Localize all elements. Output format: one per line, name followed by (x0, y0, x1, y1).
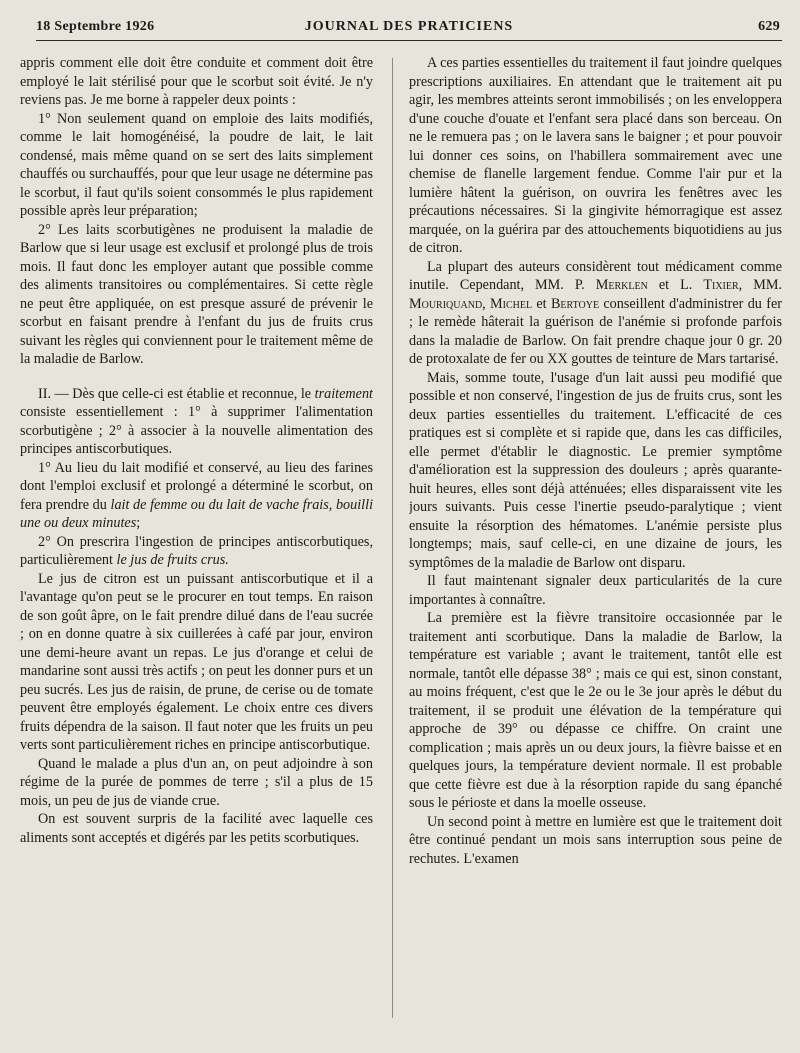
right-column (409, 54, 782, 1039)
page-number: 629 (758, 19, 780, 34)
text-run: La plupart des auteurs considèrent tout médicament comme inutile. Cependant, MM. P. (409, 258, 782, 293)
journal-title: JOURNAL DES PRATICIENS (304, 19, 514, 34)
text-run: 2° On prescrira l'ingestion de principes antiscorbutiques, particulièrement (20, 533, 373, 568)
paragraph: On est souvent surpris de la facilité avec laquelle ces aliments sont acceptés et digérés par les petits scorbutiques. (20, 811, 373, 846)
paragraph: 2° Les laits scorbutigènes ne produisent la maladie de Barlow que si leur usage est exclusif et prolongé plus de trois mois. Il faut donc les employer autant que possible comme des aliments transitoires ou complémentaires. Si cette règle ne peut être appliquée, on est presque assuré de prévenir le scorbut en faisant prendre à l'enfant du jus de fruits crus suivant les règles qui conviennent pour le traitement même de la maladie de Barlow. (20, 221, 373, 367)
running-header (36, 14, 782, 41)
author-name: Tixier (703, 277, 739, 293)
paragraph: La première est la fièvre transitoire occasionnée par le traitement anti scorbutique. Dans la maladie de Barlow, la température est variable ; avant le traitement, tantôt elle est normale, tantôt elle dépasse 38° ; mais ce qui est, sinon constant, au moins fréquent, c'est que le 2e ou le 3e jour après le début du traitement, il se produit une élévation de la température qui approche de 39° ou dépasse ce chiffre. On craint une complication ; mais après un ou deux jours, la fièvre baisse et en quelques jours, la température devient normale. Il est probable que cette fièvre est due à la résorption rapide du sang épanché sous le périoste et dans la moelle osseuse. (409, 610, 782, 811)
paragraph (409, 258, 782, 369)
paragraph: Il faut maintenant signaler deux particularités de la cure importantes à connaître. (409, 573, 782, 608)
paragraph: Un second point à mettre en lumière est que le traitement doit être continué pendant un mois sans interruption sous peine de rechutes. L'examen (409, 813, 782, 867)
paragraph: Quand le malade a plus d'un an, on peut adjoindre à son régime de la purée de pommes de terre ; s'il a plus de 15 mois, un peu de jus de viande crue. (20, 755, 373, 809)
issue-date: 18 Septembre 1926 (36, 19, 155, 34)
text-run: 1° Au lieu du lait modifié et conservé, au lieu des farines dont l'emploi exclusif et prolongé a déterminé le scorbut, on fera prendre du (20, 459, 373, 513)
column-divider (392, 58, 393, 1018)
paragraph: Le jus de citron est un puissant antiscorbutique et il a l'avantage qu'on peut se le procurer en tout temps. En raison de son goût âpre, on le fait prendre dilué dans de l'eau sucrée ; on en donne quatre à six cuillerées à café par jour, environ une demi-heure avant un repas. Le jus d'orange et celui de mandarine sont aussi très actifs ; on peut les donner purs et un peu sucrés. Les jus de raisin, de prune, de cerise ou de tomate peuvent être employés également. Le choix entre ces divers fruits dépendra de la saison. Il faut noter que les fruits un peu verts sont particulièrement riches en principe antiscorbutique. (20, 570, 373, 753)
text-run: et (532, 295, 551, 312)
text-run: II. — Dès que celle-ci est établie et reconnue, le (38, 385, 315, 402)
text-run: conseillent d'administrer du fer ; le remède hâterait la guérison de l'anémie si profonde parfois dans la maladie de Barlow. On fait prendre chaque jour 0 gr. 20 de protoxalate de fer ou XX gouttes de teinture de Mars tartarisé. (409, 295, 782, 367)
italic-term: lait de femme ou du lait de vache frais, bouilli une ou deux minutes (20, 496, 373, 531)
italic-term: traitement (314, 385, 373, 402)
text-columns (20, 54, 782, 1039)
paragraph: A ces parties essentielles du traitement il faut joindre quelques prescriptions auxiliaires. En attendant que le traitement ait pu agir, les membres atteints seront immobilisés ; on les enveloppera d'une couche d'ouate et l'enfant sera placé dans son berceau. On ne le remuera pas ; on le lavera sans le baigner ; et pour pouvoir lui donner ces soins, on l'habillera sommairement avec une chemise de flanelle largement fendue. Comme l'air pur et la lumière hâtent la guérison, on ouvrira les fenêtres avec les précautions nécessaires. Si la gingivite hémorragique est assez marquée, on la guérira par des attouchements biquotidiens au jus de citron. (409, 55, 782, 256)
author-name: Mouriquand, Michel (409, 295, 533, 312)
text-run: ; (136, 515, 141, 531)
left-column (20, 54, 373, 1039)
text-run: , MM. (738, 277, 782, 293)
paragraph: 1° Non seulement quand on emploie des laits modifiés, comme le lait homogénéisé, la poudre de lait, le lait condensé, mais même quand on se sert des laits simplement chauffés ou surchauffés, pour que leur usage ne détermine pas le scorbut, il faut qu'ils soient consommés le plus rapidement possible après leur préparation; (20, 110, 373, 219)
text-run: et L. (647, 277, 704, 293)
text-run: consiste essentiellement : 1° à supprimer l'alimentation scorbutigène ; 2° à associer à la nouvelle alimentation des principes antiscorbutiques. (20, 404, 373, 457)
paragraph: appris comment elle doit être conduite et comment doit être employé le lait stérilisé pour que le scorbut soit évité. Je n'y reviens pas. Je me borne à rappeler deux points : (20, 55, 373, 108)
author-name: Bertoye (550, 295, 600, 312)
paragraph (20, 459, 373, 533)
paragraph: Mais, somme toute, l'usage d'un lait aussi peu modifié que possible et non conservé, l'ingestion de jus de fruits crus, sont les deux parties essentielles du traitement. L'efficacité de ces pratiques est si complète et si rapide que, dans les cas difficiles, elle permet d'établir le diagnostic. Le premier symptôme d'amélioration est la suppression des douleurs ; après quarante-huit heures, elles sont déjà atténuées; elles disparaissent vite les jours suivants. Puis cesse l'inertie pseudo-paralytique ; vient ensuite la résorption des hématomes. L'anémie persiste plus longtemps; mais, sauf celle-ci, en une dizaine de jours, les symptômes de la maladie de Barlow ont disparu. (409, 369, 782, 571)
author-name: Merklen (595, 277, 648, 293)
paragraph-section-ii (20, 385, 373, 459)
paragraph (20, 533, 373, 570)
italic-term: le jus de fruits crus. (116, 552, 229, 568)
